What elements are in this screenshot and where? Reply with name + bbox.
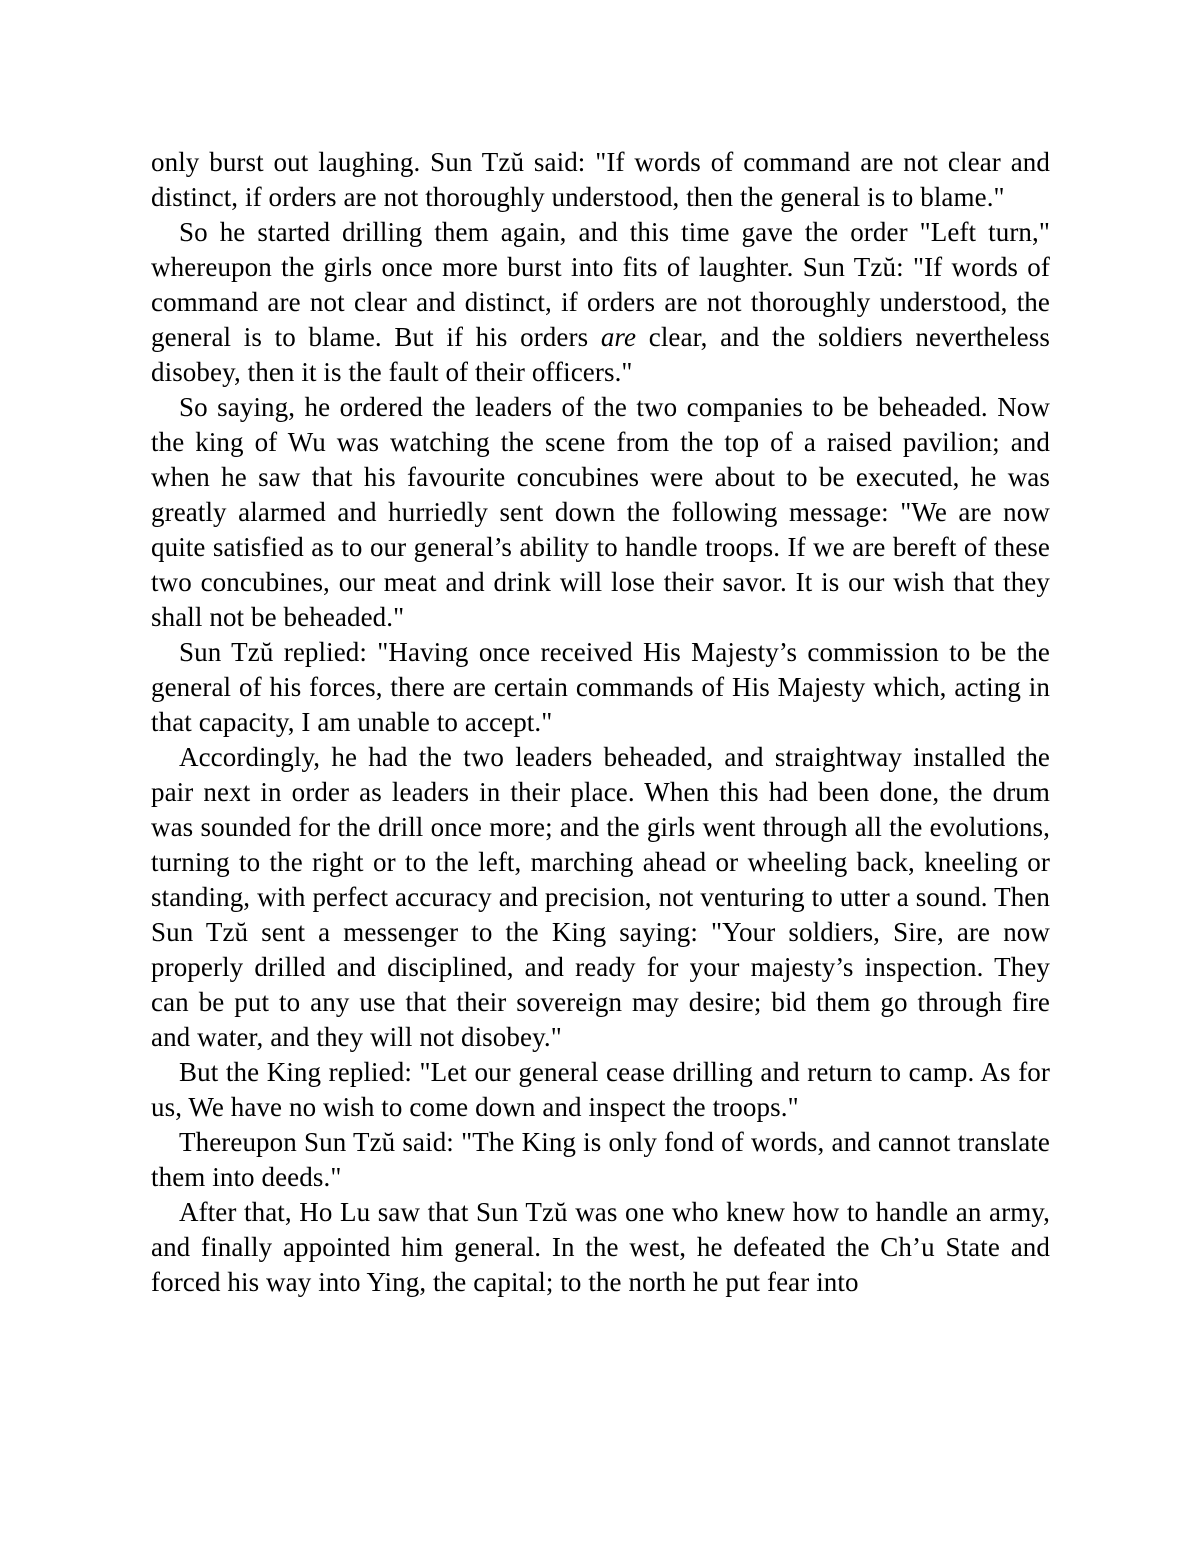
paragraph [151,635,1050,740]
text-segment: only burst out laughing. Sun Tzŭ said: "If words of command are not clear and distinct, if orders are not thoroughly understood, then the general is to blame." [151,147,1050,212]
paragraph [151,1125,1050,1195]
paragraph [151,1195,1050,1300]
text-segment: So he started drilling them again, and this time gave the order "Left turn," whereupon the girls once more burst into fits of laughter. Sun Tzŭ: "If words of command are not clear and distinct, if orders are not thoroughly understood, the general is to blame. But if his orders [151,217,1050,352]
text-segment: clear, and the soldiers nevertheless disobey, then it is the fault of their officers." [151,322,1050,387]
text-segment: Accordingly, he had the two leaders beheaded, and straightway installed the pair next in order as leaders in their place. When this had been done, the drum was sounded for the drill once more; and the girls went through all the evolutions, turning to the right or to the left, marching ahead or wheeling back, kneeling or standing, with perfect accuracy and precision, not venturing to utter a sound. Then Sun Tzŭ sent a messenger to the King saying: "Your soldiers, Sire, are now properly drilled and disciplined, and ready for your majesty’s inspection. They can be put to any use that their sovereign may desire; bid them go through fire and water, and they will not disobey." [151,742,1050,1052]
text-segment: So saying, he ordered the leaders of the two companies to be beheaded. Now the king of Wu was watching the scene from the top of a raised pavilion; and when he saw that his favourite concubines were about to be executed, he was greatly alarmed and hurriedly sent down the following message: "We are now quite satisfied as to our general’s ability to handle troops. If we are bereft of these two concubines, our meat and drink will lose their savor. It is our wish that they shall not be beheaded." [151,392,1050,632]
paragraph [151,740,1050,1055]
text-segment: But the King replied: "Let our general cease drilling and return to camp. As for us, We have no wish to come down and inspect the troops." [151,1057,1050,1122]
paragraph [151,215,1050,390]
text-segment: Sun Tzŭ replied: "Having once received His Majesty’s commission to be the general of his forces, there are certain commands of His Majesty which, acting in that capacity, I am unable to accept." [151,637,1050,737]
paragraph [151,390,1050,635]
paragraph [151,145,1050,215]
paragraph [151,1055,1050,1125]
text-segment: Thereupon Sun Tzŭ said: "The King is only fond of words, and cannot translate them into deeds." [151,1127,1050,1192]
text-block [151,145,1050,1300]
italic-text: are [600,322,637,352]
text-segment: After that, Ho Lu saw that Sun Tzŭ was one who knew how to handle an army, and finally appointed him general. In the west, he defeated the Ch’u State and forced his way into Ying, the capital; to the north he put fear into [151,1197,1050,1297]
